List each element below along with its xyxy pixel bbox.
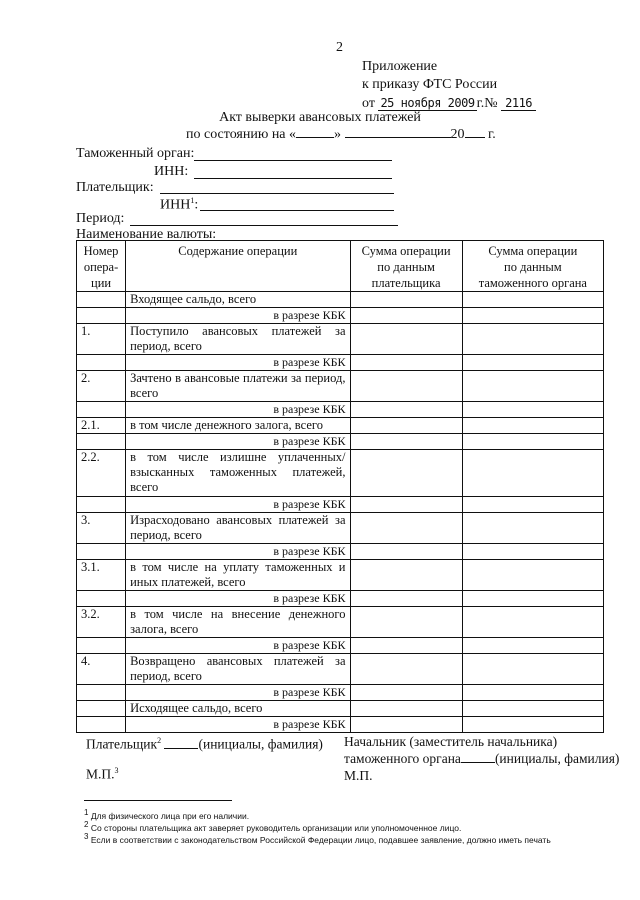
footnote-2 — [84, 820, 461, 833]
mp-right: М.П. — [344, 768, 373, 783]
payer-signature-footnote-mark: 2 — [157, 736, 162, 745]
footnote-text: Для физического лица при его наличии. — [90, 810, 250, 821]
appendix-number: 2116 — [501, 96, 536, 111]
header-payer-sum — [350, 241, 462, 292]
row-num: 3.2. — [77, 607, 126, 638]
table-row — [77, 701, 604, 717]
as-of-suffix: г. — [488, 127, 496, 142]
header-content: Содержание операции — [126, 241, 350, 292]
customs-sum-cell[interactable] — [462, 717, 603, 733]
footnote-3 — [84, 832, 551, 845]
customs-body-label: Таможенный орган: — [76, 146, 195, 161]
kbk-row — [77, 685, 604, 701]
reconciliation-table — [76, 240, 604, 733]
footnote-mark: 3 — [84, 832, 89, 841]
customs-sum-cell[interactable] — [462, 607, 603, 638]
header-customs-sum-line-2: по данным — [504, 260, 562, 274]
kbk-label: в разрезе КБК — [126, 717, 350, 733]
customs-sum-cell[interactable] — [462, 497, 603, 513]
row-num — [77, 355, 126, 371]
as-of-year-prefix: 20 — [450, 127, 465, 142]
payer-sum-cell[interactable] — [350, 513, 462, 544]
payer-sum-cell[interactable] — [350, 497, 462, 513]
row-num — [77, 308, 126, 324]
kbk-label: в разрезе КБК — [126, 544, 350, 560]
mp-left-label: М.П. — [86, 766, 115, 782]
payer-inn-text: ИНН — [160, 197, 191, 213]
appendix-number-sign: № — [484, 96, 498, 111]
row-text: в том числе излишне уплаченных/взысканных таможенных платежей, всего — [126, 450, 350, 497]
footnote-mark: 1 — [84, 808, 89, 817]
row-text: Поступило авансовых платежей за период, всего — [126, 324, 350, 355]
as-of-day-blank[interactable] — [296, 137, 334, 138]
chief-signature-label: таможенного органа — [344, 751, 461, 766]
payer-field[interactable] — [160, 193, 394, 194]
customs-sum-cell[interactable] — [462, 450, 603, 497]
payer-sum-cell[interactable] — [350, 701, 462, 717]
payer-sum-cell[interactable] — [350, 560, 462, 591]
kbk-label: в разрезе КБК — [126, 685, 350, 701]
payer-sum-cell[interactable] — [350, 544, 462, 560]
header-customs-sum-line-3: таможенного органа — [478, 276, 587, 290]
customs-sum-cell[interactable] — [462, 638, 603, 654]
customs-sum-cell[interactable] — [462, 560, 603, 591]
appendix-line-1: Приложение — [362, 59, 438, 74]
payer-inn-field[interactable] — [200, 210, 394, 211]
table-row — [77, 292, 604, 308]
footnote-text: Со стороны плательщика акт заверяет руководитель организации или уполномоченное лицо. — [90, 822, 462, 833]
inn-label: ИНН: — [154, 164, 189, 179]
row-num — [77, 717, 126, 733]
row-num — [77, 685, 126, 701]
customs-sum-cell[interactable] — [462, 324, 603, 355]
as-of-prefix: по состоянию на « — [186, 127, 297, 142]
appendix-line-2: к приказу ФТС России — [362, 77, 498, 92]
customs-sum-cell[interactable] — [462, 701, 603, 717]
kbk-label: в разрезе КБК — [126, 591, 350, 607]
row-num — [77, 701, 126, 717]
payer-sum-cell[interactable] — [350, 292, 462, 308]
payer-signature-hint: (инициалы, фамилия) — [198, 736, 323, 752]
row-text: Исходящее сальдо, всего — [126, 701, 350, 717]
customs-sum-cell[interactable] — [462, 371, 603, 402]
payer-sum-cell[interactable] — [350, 638, 462, 654]
row-text: Входящее сальдо, всего — [126, 292, 350, 308]
footnote-text: Если в соответствии с законодательством Российской Федерации лицо, подавшее заявление, должно иметь печать — [90, 834, 551, 845]
payer-sum-cell[interactable] — [350, 355, 462, 371]
payer-signature-label: Плательщик — [86, 736, 158, 752]
kbk-label: в разрезе КБК — [126, 638, 350, 654]
period-field[interactable] — [130, 225, 398, 226]
header-num-line-2: опера- — [83, 260, 119, 274]
payer-sum-cell[interactable] — [350, 717, 462, 733]
header-payer-sum-line-3: плательщика — [371, 276, 441, 290]
row-text: Возвращено авансовых платежей за период, всего — [126, 654, 350, 685]
row-text: в том числе на уплату таможенных и иных платежей, всего — [126, 560, 350, 591]
row-num — [77, 497, 126, 513]
kbk-row — [77, 308, 604, 324]
row-num — [77, 292, 126, 308]
as-of-mid: » — [334, 127, 342, 142]
payer-inn-colon: : — [194, 197, 199, 213]
customs-sum-cell[interactable] — [462, 402, 603, 418]
customs-sum-cell[interactable] — [462, 513, 603, 544]
kbk-label: в разрезе КБК — [126, 497, 350, 513]
kbk-row — [77, 497, 604, 513]
mp-left-footnote-mark: 3 — [114, 766, 119, 775]
customs-sum-cell[interactable] — [462, 591, 603, 607]
payer-signature-blank[interactable] — [164, 748, 198, 749]
kbk-row — [77, 355, 604, 371]
customs-sum-cell[interactable] — [462, 685, 603, 701]
payer-label: Плательщик: — [76, 180, 154, 195]
header-customs-sum-line-1: Сумма операции — [488, 244, 578, 258]
payer-sum-cell[interactable] — [350, 434, 462, 450]
row-text: в том числе на внесение денежного залога, всего — [126, 607, 350, 638]
row-text: Зачтено в авансовые платежи за период, всего — [126, 371, 350, 402]
footnote-mark: 2 — [84, 820, 89, 829]
header-payer-sum-line-2: по данным — [377, 260, 435, 274]
table-header-row — [77, 241, 604, 292]
row-num: 4. — [77, 654, 126, 685]
kbk-row — [77, 638, 604, 654]
mp-left — [86, 766, 119, 783]
payer-inn-label — [160, 196, 198, 214]
kbk-label: в разрезе КБК — [126, 308, 350, 324]
kbk-row — [77, 434, 604, 450]
inn-field[interactable] — [194, 178, 392, 179]
customs-sum-cell[interactable] — [462, 418, 603, 434]
row-num: 3.1. — [77, 560, 126, 591]
payer-sum-cell[interactable] — [350, 654, 462, 685]
table-row — [77, 324, 604, 355]
kbk-row — [77, 591, 604, 607]
table-row — [77, 607, 604, 638]
row-num — [77, 638, 126, 654]
customs-sum-cell[interactable] — [462, 308, 603, 324]
as-of-year-blank[interactable] — [465, 137, 485, 138]
kbk-row — [77, 402, 604, 418]
row-num: 1. — [77, 324, 126, 355]
row-num: 2. — [77, 371, 126, 402]
payer-sum-cell[interactable] — [350, 371, 462, 402]
as-of-date-line — [186, 127, 496, 143]
customs-sum-cell[interactable] — [462, 434, 603, 450]
appendix-header — [362, 58, 536, 113]
row-num — [77, 591, 126, 607]
row-num — [77, 434, 126, 450]
payer-inn-footnote-mark: 1 — [190, 196, 195, 205]
payer-sum-cell[interactable] — [350, 607, 462, 638]
table-row — [77, 371, 604, 402]
kbk-label: в разрезе КБК — [126, 355, 350, 371]
appendix-date: 25 ноября 2009 — [380, 96, 475, 110]
customs-sum-cell[interactable] — [462, 292, 603, 308]
table-row — [77, 560, 604, 591]
header-num-line-3: ции — [91, 276, 112, 290]
row-num: 2.2. — [77, 450, 126, 497]
payer-sum-cell[interactable] — [350, 685, 462, 701]
row-text: Израсходовано авансовых платежей за период, всего — [126, 513, 350, 544]
kbk-row — [77, 717, 604, 733]
appendix-date-prefix: от — [362, 96, 375, 111]
customs-sum-cell[interactable] — [462, 355, 603, 371]
table-row — [77, 418, 604, 434]
document-title: Акт выверки авансовых платежей — [219, 110, 421, 125]
row-num: 3. — [77, 513, 126, 544]
table-row — [77, 654, 604, 685]
footnote-separator — [84, 800, 232, 801]
payer-sum-cell[interactable] — [350, 591, 462, 607]
header-num — [77, 241, 126, 292]
customs-sum-cell[interactable] — [462, 654, 603, 685]
chief-signature-blank[interactable] — [461, 762, 495, 763]
customs-body-field[interactable] — [194, 160, 392, 161]
payer-sum-cell[interactable] — [350, 450, 462, 497]
kbk-label: в разрезе КБК — [126, 434, 350, 450]
header-num-line-1: Номер — [83, 244, 119, 258]
row-num — [77, 544, 126, 560]
payer-sum-cell[interactable] — [350, 418, 462, 434]
header-customs-sum — [462, 241, 603, 292]
appendix-year-suffix: г. — [476, 96, 485, 111]
row-num: 2.1. — [77, 418, 126, 434]
currency-label: Наименование валюты: — [76, 227, 217, 242]
kbk-row — [77, 544, 604, 560]
period-label: Период: — [76, 211, 125, 226]
chief-signature-line-1: Начальник (заместитель начальника) — [344, 734, 558, 749]
payer-sum-cell[interactable] — [350, 324, 462, 355]
footnote-1 — [84, 808, 249, 821]
chief-signature-hint: (инициалы, фамилия) — [494, 751, 620, 766]
row-num — [77, 402, 126, 418]
table-row — [77, 513, 604, 544]
kbk-label: в разрезе КБК — [126, 402, 350, 418]
as-of-month-blank[interactable] — [345, 137, 451, 138]
payer-signature-line — [86, 736, 323, 753]
payer-sum-cell[interactable] — [350, 402, 462, 418]
table-row — [77, 450, 604, 497]
row-text: в том числе денежного залога, всего — [126, 418, 350, 434]
payer-sum-cell[interactable] — [350, 308, 462, 324]
chief-signature-line-2 — [344, 751, 619, 767]
customs-sum-cell[interactable] — [462, 544, 603, 560]
page-number: 2 — [336, 40, 343, 55]
header-payer-sum-line-1: Сумма операции — [361, 244, 451, 258]
